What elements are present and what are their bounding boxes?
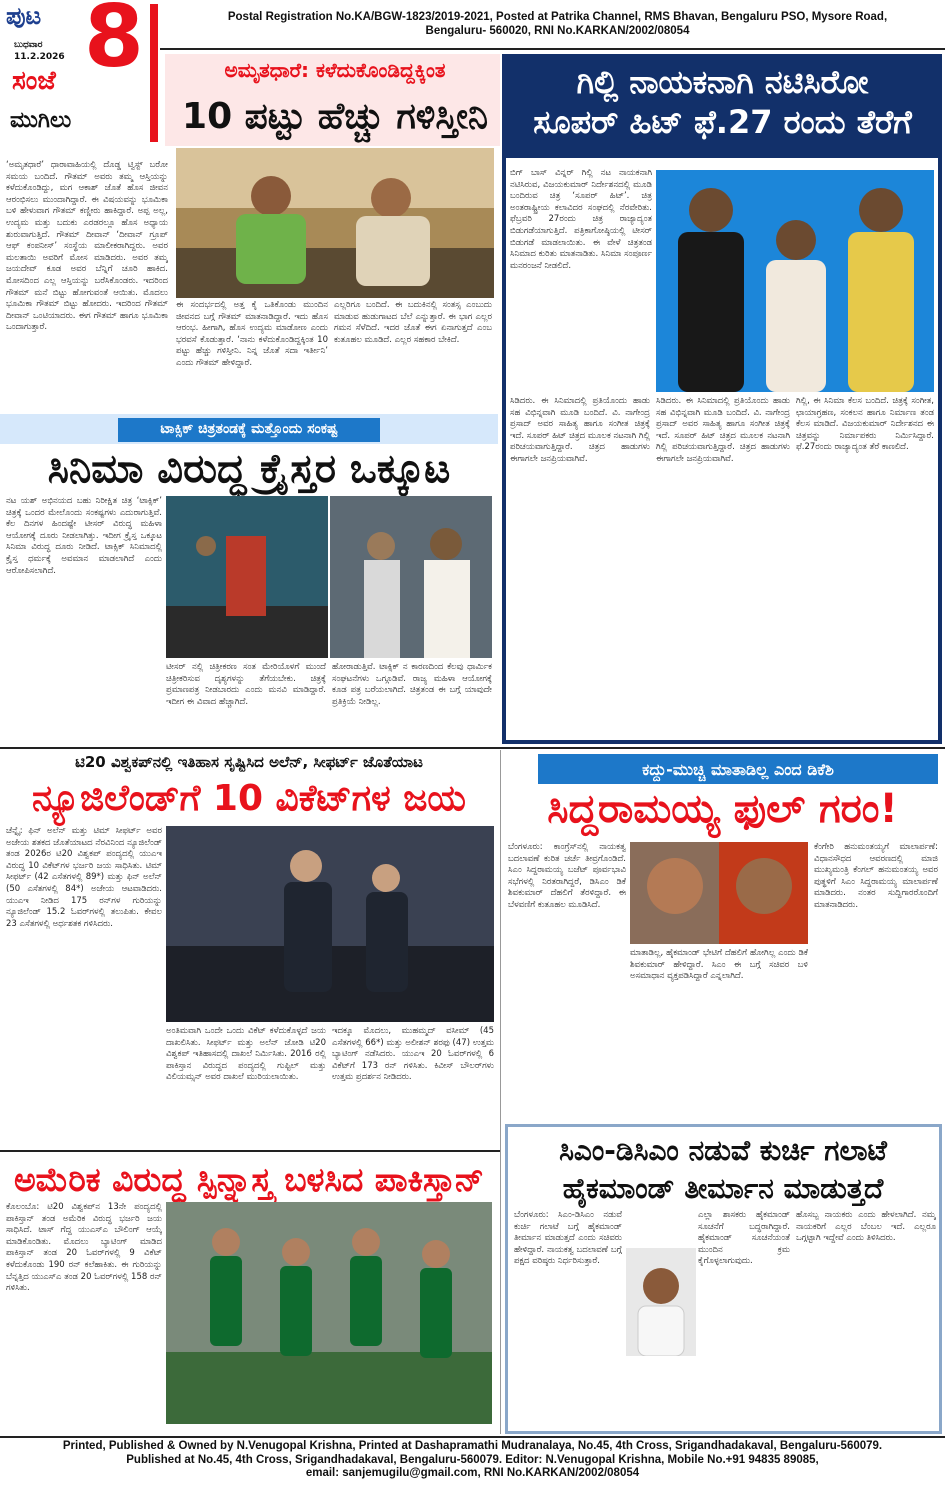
pak-photo-art xyxy=(166,1202,492,1424)
gilli-col-1: ಬಿಗ್ ಬಾಸ್ ವಿನ್ನರ್ ಗಿಲ್ಲಿ ನಟ ನಾಯಕನಾಗಿ ನಟಿಸಿರುವ, ವಿಜಯಕುಮಾರ್ ನಿರ್ದೇಶನದಲ್ಲಿ ಮೂಡಿ ಬಂದಿರುವ ಚಿತ್ರ ‘ಸೂಪರ್ ಹಿಟ್’. ಚಿತ್ರ ಅಂತರಾಷ್ಟ್ರೀಯ ಕಲಾವಿದರ ಸಂಘದಲ್ಲಿ ನೆರವೇರಿತು. ಫೆಬ್ರವರಿ 27ರಂದು ಚಿತ್ರ ರಾಜ್ಯಾದ್ಯಂತ ಬಿಡುಗಡೆಯಾಗುತ್ತಿದೆ. ಪತ್ರಿಕಾಗೋಷ್ಠಿಯಲ್ಲಿ ಟೀಸರ್ ಬಿಡುಗಡೆ ಮಾಡಲಾಯಿತು. ಈ ವೇಳೆ ಚಿತ್ರತಂಡ ಸಿನಿಮಾದ ಕುರಿತು ಮಾತನಾಡಿತು. ಸಿನಿಮಾ ಸಂಪೂರ್ಣ ಮನರಂಜನೆ ನೀಡಲಿದೆ. xyxy=(510,168,652,271)
pak-headline: ಅಮೆರಿಕ ವಿರುದ್ಧ ಸ್ಪಿನ್ನಾಸ್ತ್ರ ಬಳಸಿದ ಪಾಕಿಸ್ತಾನ್ xyxy=(13,1160,485,1199)
sid-col-3: ಕೆಂಗೇರಿ ಹನುಮಂತಯ್ಯಗೆ ಮಾಲಾರ್ಪಣೆ: ವಿಧಾನಸೌಧದ ಆವರಣದಲ್ಲಿ ಮಾಜಿ ಮುಖ್ಯಮಂತ್ರಿ ಕೆಂಗಲ್ ಹನುಮಂತಯ್ಯ ಅವರ ಪುತ್ಥಳಿಗೆ ಸಿಎಂ ಸಿದ್ದರಾಮಯ್ಯ ಮಾಲಾರ್ಪಣೆ ಮಾಡಿದರು. ನಂತರ ಸುದ್ದಿಗಾರರೊಂದಿಗೆ ಮಾತನಾಡಿದರು. xyxy=(814,842,938,910)
postal-line-1: Postal Registration No.KA/BGW-1823/2019-2021, Posted at Patrika Channel, RMS Bhavan, Bengaluru PSO, Mysore Road, xyxy=(227,11,888,23)
nz-col-2: ಅಂತಿಮವಾಗಿ ಒಂದೇ ಒಂದು ವಿಕೆಟ್ ಕಳೆದುಕೊಳ್ಳದೆ ಜಯ ದಾಖಲಿಸಿತು. ಸೀಫರ್ಟ್ ಮತ್ತು ಅಲೆನ್ ಜೋಡಿ ಟಿ20 ವಿಶ್ವಕಪ್ ಇತಿಹಾಸದಲ್ಲಿ ದಾಖಲೆ ನಿರ್ಮಿಸಿತು. 2016 ರಲ್ಲಿ ಪಾಕಿಸ್ತಾನ ವಿರುದ್ಧದ ಪಂದ್ಯದಲ್ಲಿ ಗುಪ್ಟಿಲ್ ಮತ್ತು ವಿಲಿಯಮ್ಸನ್ ಅವರ ದಾಖಲೆ ಮುರಿಯಲಾಯಿತು. xyxy=(166,1026,326,1083)
amrutha-col-2: ಈ ಸಂದರ್ಭದಲ್ಲಿ ಅತ್ತ ಕೈ ಒತಿಕೊಂಡು ಮುಂದಿನ ಜೀವನದ ಬಗ್ಗೆ ಗೌತಮ್ ಮಾತನಾಡಿದ್ದಾರೆ. ಇದು ಹೊಸ ಆರಂಭ. ಹೀಗಾಗಿ, ಹೊಸ ಉದ್ಯಮ ಮಾಡೋಣ ಎಂದು ಭರವಸೆ ಕೊಡುತ್ತಾರೆ. ‘ನಾನು ಕಳೆದುಕೊಂಡಿದ್ದಕ್ಕಿಂತ 10 ಪಟ್ಟು ಹೆಚ್ಚು ಗಳಿಸ್ತೀನಿ. ನಿನ್ನ ಜೊತೆ ಸದಾ ಇರ್ತೀನಿ’ ಎಂದು ಗೌತಮ್ ಹೇಳಿದ್ದಾರೆ. xyxy=(176,300,328,368)
imprint-footer xyxy=(0,1440,945,1481)
nz-headline: ನ್ಯೂಜಿಲೆಂಡ್‌ಗೆ 10 ವಿಕೆಟ್‌ಗಳ ಜಯ xyxy=(32,778,466,819)
column-divider xyxy=(500,750,501,1434)
section-rule xyxy=(0,747,945,749)
toxic-col-2: ಟೀಸರ್ ನಲ್ಲಿ ಚಿತ್ರೀಕರಣ ಸಂತ ಮೇರಿಯೊಳಗೆ ಮುಂದೆ ಚಿತ್ರೀಕರಿಸುವ ದೃಶ್ಯಗಳನ್ನು ತೆಗೆಯಬೇಕು. ಚಿತ್ರಕ್ಕೆ ಪ್ರಮಾಣಪತ್ರ ನೀಡಬಾರದು ಎಂದು ಮನವಿ ಮಾಡಿದ್ದಾರೆ. ಇದೀಗ ಈ ವಿವಾದ ಹೆಚ್ಚಾಗಿದೆ. xyxy=(166,662,326,707)
nz-photo-art xyxy=(166,826,494,1022)
kurchi-col-3: ಹೊಸಬ್ಬ ನಾಯಕರು ಎಂದು ಹೇಳಲಾಗಿದೆ. ನಮ್ಮ ನಾಯಕರಿಗೆ ಎಲ್ಲರ ಬೆಂಬಲ ಇದೆ. ಎಲ್ಲರೂ ಒಗ್ಗಟ್ಟಾಗಿ ಇದ್ದೇವೆ ಎಂದು ತಿಳಿಸಿದರು. xyxy=(796,1210,936,1244)
gilli-photo xyxy=(656,170,934,392)
issue-date: 11.2.2026 xyxy=(14,52,65,62)
issue-day: ಬುಧವಾರ xyxy=(14,40,43,50)
sid-photo xyxy=(630,842,808,944)
sid-col-1: ಬೆಂಗಳೂರು: ಕಾಂಗ್ರೆಸ್‌ನಲ್ಲಿ ನಾಯಕತ್ವ ಬದಲಾವಣೆ ಕುರಿತ ಚರ್ಚೆ ತೀವ್ರಗೊಂಡಿದೆ. ಸಿಎಂ ಸಿದ್ದರಾಮಯ್ಯ ಬಜೆಟ್ ಪೂರ್ವಭಾವಿ ಸಭೆಗಳಲ್ಲಿ ನಿರತರಾಗಿದ್ದರೆ, ಡಿಸಿಎಂ ಡಿಕೆ ಶಿವಕುಮಾರ್ ದೆಹಲಿಗೆ ತೆರಳಿದ್ದಾರೆ. ಈ ಬೆಳವಣಿಗೆ ಕುತೂಹಲ ಮೂಡಿಸಿದೆ. xyxy=(508,842,626,910)
toxic-col-3: ಹೋರಾಡುತ್ತಿವೆ. ಟಾಕ್ಸಿಕ್ ನ ಕಾರಣದಿಂದ ಕೆಲವು ಧಾರ್ಮಿಕ ಸಂಘಟನೆಗಳು ಒಗ್ಗೂಡಿವೆ. ರಾಜ್ಯ ಮಹಿಳಾ ಆಯೋಗಕ್ಕೆ ಕೂಡ ಪತ್ರ ಬರೆಯಲಾಗಿದೆ. ಚಿತ್ರತಂಡ ಈ ಬಗ್ಗೆ ಯಾವುದೇ ಪ್ರತಿಕ್ರಿಯೆ ನೀಡಿಲ್ಲ. xyxy=(332,662,492,707)
footer-line-1: Printed, Published & Owned by N.Venugopal Krishna, Printed at Dashapramathi Mudranalaya, No.45, 4th Cross, Srigandhadakaval, Bengaluru-560079. xyxy=(62,1440,883,1452)
gilli-photo-art xyxy=(656,170,934,392)
page-number: 8 xyxy=(84,0,144,87)
postal-line-2: Bengaluru- 560020, RNI No.KARKAN/2002/08054 xyxy=(425,25,690,37)
kurchi-photo-art xyxy=(626,1248,696,1356)
sid-headline: ಸಿದ್ದರಾಮಯ್ಯ ಫುಲ್ ಗರಂ! xyxy=(547,786,898,832)
nz-kicker: ಟಿ20 ವಿಶ್ವಕಪ್‌ನಲ್ಲಿ ಇತಿಹಾಸ ಸೃಷ್ಟಿಸಿದ ಅಲೆನ್, ಸೀಫರ್ಟ್ ಜೊತೆಯಾಟ xyxy=(75,753,423,771)
footer-rule xyxy=(0,1436,945,1438)
kurchi-col-1: ಬೆಂಗಳೂರು: ಸಿಎಂ-ಡಿಸಿಎಂ ನಡುವೆ ಕುರ್ಚಿ ಗಲಾಟೆ ಬಗ್ಗೆ ಹೈಕಮಾಂಡ್ ತೀರ್ಮಾನ ಮಾಡುತ್ತದೆ ಎಂದು ಸಚಿವರು ಹೇಳಿದ್ದಾರೆ. ನಾಯಕತ್ವ ಬದಲಾವಣೆ ಬಗ್ಗೆ ಪಕ್ಷದ ವರಿಷ್ಠರು ನಿರ್ಧರಿಸುತ್ತಾರೆ. xyxy=(514,1210,622,1267)
nz-col-3: ಇದಕ್ಕೂ ಮೊದಲು, ಮುಹಮ್ಮದ್ ವಸೀಮ್ (45 ಎಸೆತಗಳಲ್ಲಿ 66*) ಮತ್ತು ಅಲೀಶನ್ ಶರಫು (47) ಉತ್ತಮ ಬ್ಯಾಟಿಂಗ್ ನಡೆಸಿದರು. ಯುಎಇ 20 ಓವರ್‌ಗಳಲ್ಲಿ 6 ವಿಕೆಟ್‌ಗೆ 173 ರನ್ ಗಳಿಸಿತು. ಕಿವೀಸ್ ಬೌಲರ್‌ಗಳು ಉತ್ತಮ ಪ್ರದರ್ಶನ ನೀಡಿದರು. xyxy=(332,1026,494,1083)
postal-registration xyxy=(185,10,930,38)
paper-name-part-1: ಸಂಜೆ xyxy=(12,66,56,96)
amrutha-col-1: ‘ಅಮೃತಧಾರೆ’ ಧಾರಾವಾಹಿಯಲ್ಲಿ ದೊಡ್ಡ ಟ್ವಿಸ್ಟ್ ಬರೋ ಸಮಯ ಬಂದಿದೆ. ಗೌತಮ್ ಅವರು ತಮ್ಮ ಆಸ್ತಿಯನ್ನು ಕಳೆದುಕೊಂಡಿದ್ದು, ಮಗ ಆಕಾಶ್ ಜೊತೆ ಹೊಸ ಜೀವನ ಆರಂಭಿಸಲು ಮುಂದಾಗಿದ್ದಾರೆ. ಈ ವಿಷಯವನ್ನು ಭೂಮಿಕಾ ಬಳಿ ಹೇಳುವಾಗ ಗೌತಮ್ ಕಣ್ಣೀರು ಹಾಕಿದ್ದಾರೆ. ಅಪ್ಪ ಅಲ್ಲ, ಉದ್ಯಮ ಮತ್ತು ಬದುಕು ಎರಡರಲ್ಲೂ ಹೊಸ ಅಧ್ಯಾಯ ಶುರುವಾಗುತ್ತಿದೆ. ಗೌತಮ್ ದೀವಾನ್ ‘ದೀವಾನ್ ಗ್ರೂಪ್ ಆಫ್ ಕಂಪನೀಸ್’ ಸಂಸ್ಥೆಯ ಮಾಲೀಕರಾಗಿದ್ದರು. ಅವರ ಮಲತಾಯಿ ಅವರಿಗೆ ಮೋಸ ಮಾಡಿದರು. ಅವರ ತಮ್ಮ ಜಯದೇವ್ ಕೂಡ ಅವರ ಬೆನ್ನಿಗೆ ಚೂರಿ ಹಾಕಿದ. ಮೋಸದಿಂದ ಎಲ್ಲ ಆಸ್ತಿಯನ್ನು ಬರೆಸಿಕೊಂಡರು. ಇದರಿಂದ ಗೌತಮ್ ಮನೆ ಬಿಟ್ಟು ಹೋಗುವಂತೆ ಆಯಿತು. ಮೊದಲು ಭೂಮಿಕಾ ಗೌತಮ್ ಬಿಟ್ಟು ಹೋದರು. ಇದರಿಂದ ಗೌತಮ್ ದೀವಾನ್ ಒಂಟಿಯಾದರು. ಈಗ ಗೌತಮ್ ಹಾಗೂ ಭೂಮಿಕಾ ಒಂದಾಗುತ್ತಾರೆ. xyxy=(6,160,168,333)
gilli-headline-line-1: ಗಿಲ್ಲಿ ನಾಯಕನಾಗಿ ನಟಿಸಿರೋ xyxy=(576,63,869,101)
kurchi-headline-line-2: ಹೈಕಮಾಂಡ್ ತೀರ್ಮಾನ ಮಾಡುತ್ತದೆ xyxy=(562,1172,884,1205)
footer-line-3: email: sanjemugilu@gmail.com, RNI No.KARKAN/2002/08054 xyxy=(305,1467,640,1479)
gilli-col-3: ಗಿಲ್ಲಿ, ಈ ಸಿನಿಮಾ ಕೆಲಸ ಬಂದಿದೆ. ಚಿತ್ರಕ್ಕೆ ಸಂಗೀತ, ಛಾಯಾಗ್ರಹಣ, ಸಂಕಲನ ಹಾಗೂ ನಿರ್ಮಾಣ ತಂಡ ಕೆಲಸ ಮಾಡಿದೆ. ವಿಜಯಕುಮಾರ್ ನಿರ್ದೇಶನದ ಈ ಚಿತ್ರವನ್ನು ನಿರ್ಮಾಪಕರು ನಿರ್ಮಿಸಿದ್ದಾರೆ. ಫೆ.27ರಂದು ರಾಜ್ಯಾದ್ಯಂತ ತೆರೆ ಕಾಣಲಿದೆ. xyxy=(796,396,934,453)
pak-rule xyxy=(0,1150,500,1152)
sid-col-2: ಮಾತಾಡಿಲ್ಲ, ಹೈಕಮಾಂಡ್ ಭೇಟಿಗೆ ದೆಹಲಿಗೆ ಹೋಗಿಲ್ಲ ಎಂದು ಡಿಕೆ ಶಿವಕುಮಾರ್ ಹೇಳಿದ್ದಾರೆ. ಸಿಎಂ ಈ ಬಗ್ಗೆ ಸಚಿವರ ಬಳಿ ಅಸಮಾಧಾನ ವ್ಯಕ್ತಪಡಿಸಿದ್ದಾರೆ ಎನ್ನಲಾಗಿದೆ. xyxy=(630,948,808,982)
masthead-red-bar xyxy=(150,4,158,142)
gilli-headline-line-2: ಸೂಪರ್ ಹಿಟ್ ಫೆ.27 ರಂದು ತೆರೆಗೆ xyxy=(533,103,912,141)
page-label: ಪುಟ xyxy=(6,2,42,30)
kurchi-headline-line-1: ಸಿಎಂ-ಡಿಸಿಎಂ ನಡುವೆ ಕುರ್ಚಿ ಗಲಾಟೆ xyxy=(559,1134,887,1167)
nz-photo xyxy=(166,826,494,1022)
nz-col-1: ಚೆನ್ನೈ: ಫಿನ್ ಅಲೆನ್ ಮತ್ತು ಟಿಮ್ ಸೀಫರ್ಟ್ ಅವರ ಅಜೇಯ ಶತಕದ ಜೊತೆಯಾಟದ ನೆರವಿನಿಂದ ನ್ಯೂಜಿಲೆಂಡ್ ತಂಡ 2026ರ ಟಿ20 ವಿಶ್ವಕಪ್ ಪಂದ್ಯದಲ್ಲಿ ಯುಎಇ ವಿರುದ್ಧ 10 ವಿಕೆಟ್‌ಗಳ ಭರ್ಜರಿ ಜಯ ಸಾಧಿಸಿತು. ಟಿಮ್ ಸೀಫರ್ಟ್ (42 ಎಸೆತಗಳಲ್ಲಿ 89*) ಮತ್ತು ಫಿನ್ ಅಲೆನ್ (50 ಎಸೆತಗಳಲ್ಲಿ 84*) ಅಜೇಯ ಆಟವಾಡಿದರು. ಯುಎಇ ನೀಡಿದ 175 ರನ್‌ಗಳ ಗುರಿಯನ್ನು ನ್ಯೂಜಿಲೆಂಡ್ 15.2 ಓವರ್‌ಗಳಲ್ಲಿ ತಲುಪಿತು. ಕೇವಲ 23 ಎಸೆತಗಳಲ್ಲಿ ಅರ್ಧಶತಕ ಗಳಿಸಿದರು. xyxy=(6,826,162,929)
sid-photo-art xyxy=(630,842,808,944)
gilli-col-2b: ಸಿಡಿದರು. ಈ ಸಿನಿಮಾದಲ್ಲಿ ಪ್ರತಿಯೊಂದು ಹಾಡು ಸಹ ವಿಭಿನ್ನವಾಗಿ ಮೂಡಿ ಬಂದಿದೆ. ವಿ. ನಾಗೇಂದ್ರ ಪ್ರಸಾದ್ ಅವರ ಸಾಹಿತ್ಯ ಹಾಗೂ ಸಂಗೀತ ಚಿತ್ರಕ್ಕೆ ಇದೆ. ಸೂಪರ್ ಹಿಟ್ ಚಿತ್ರದ ಮೂಲಕ ನಟನಾಗಿ ಗಿಲ್ಲಿ ಪರಿಚಯವಾಗುತ್ತಿದ್ದಾರೆ. ಚಿತ್ರದ ಹಾಡುಗಳು ಈಗಾಗಲೇ ಜನಪ್ರಿಯವಾಗಿವೆ. xyxy=(656,396,790,464)
kurchi-headline xyxy=(508,1132,938,1208)
gilli-headline xyxy=(510,62,935,142)
footer-line-2: Published at No.45, 4th Cross, Srigandhadakaval, Bengaluru-560079. Editor: N.Venugopal Krishna, Mobile No.+91 94835 89085, xyxy=(126,1453,819,1466)
paper-name-part-2: ಮುಗಿಲು xyxy=(10,108,72,133)
kurchi-photo xyxy=(626,1248,696,1356)
toxic-col-1: ನಟ ಯಶ್ ಅಭಿನಯದ ಬಹು ನಿರೀಕ್ಷಿತ ಚಿತ್ರ ‘ಟಾಕ್ಸಿಕ್’ ಚಿತ್ರಕ್ಕೆ ಒಂದರ ಮೇಲೊಂದು ಸಂಕಷ್ಟಗಳು ಎದುರಾಗುತ್ತಿವೆ. ಕೆಲ ದಿನಗಳ ಹಿಂದಷ್ಟೇ ಟೀಸರ್ ವಿರುದ್ಧ ಮಹಿಳಾ ಆಯೋಗಕ್ಕೆ ದೂರು ನೀಡಲಾಗಿತ್ತು. ಇದೀಗ ಕ್ರೈಸ್ತ ಒಕ್ಕೂಟ ಸಿನಿಮಾ ವಿರುದ್ಧ ದೂರು ನೀಡಿದೆ. ಟಾಕ್ಸಿಕ್ ಸಿನಿಮಾದಲ್ಲಿ ಕ್ರೈಸ್ತ ಧರ್ಮಕ್ಕೆ ಅವಮಾನ ಮಾಡಲಾಗಿದೆ ಎಂದು ಆರೋಪಿಸಲಾಗಿದೆ. xyxy=(6,496,162,576)
kurchi-col-2: ಎಲ್ಲಾ ಶಾಸಕರು ಹೈಕಮಾಂಡ್ ಸೂಚನೆಗೆ ಬದ್ಧರಾಗಿದ್ದಾರೆ. ಹೈಕಮಾಂಡ್ ಸೂಚನೆಯಂತೆ ಮುಂದಿನ ಕ್ರಮ ಕೈಗೊಳ್ಳಲಾಗುವುದು. xyxy=(698,1210,790,1267)
toxic-photo xyxy=(166,496,492,658)
pak-col-1: ಕೊಲಂಬೊ: ಟಿ20 ವಿಶ್ವಕಪ್‌ನ 13ನೇ ಪಂದ್ಯದಲ್ಲಿ ಪಾಕಿಸ್ತಾನ್ ತಂಡ ಅಮೆರಿಕ ವಿರುದ್ಧ ಭರ್ಜರಿ ಜಯ ಸಾಧಿಸಿದೆ. ಟಾಸ್ ಗೆದ್ದ ಯುಎಸ್ಎ ಬೌಲಿಂಗ್ ಆಯ್ಕೆ ಮಾಡಿಕೊಂಡಿತು. ಮೊದಲು ಬ್ಯಾಟಿಂಗ್ ಮಾಡಿದ ಪಾಕಿಸ್ತಾನ್ ತಂಡ 20 ಓವರ್‌ಗಳಲ್ಲಿ 9 ವಿಕೆಟ್ ಕಳೆದುಕೊಂಡು 190 ರನ್ ಕಲೆಹಾಕಿತು. ಈ ಗುರಿಯನ್ನು ಬೆನ್ನತ್ತಿದ ಯುಎಸ್ಎ ತಂಡ 20 ಓವರ್‌ಗಳಲ್ಲಿ 158 ರನ್ ಗಳಿಸಿತು. xyxy=(6,1202,162,1294)
amrutha-headline: 10 ಪಟ್ಟು ಹೆಚ್ಚು ಗಳಿಸ್ತೀನಿ xyxy=(182,96,488,137)
amrutha-photo-art xyxy=(176,148,494,298)
sid-kicker: ಕದ್ದು-ಮುಚ್ಚಿ ಮಾತಾಡಿಲ್ಲ ಎಂದ ಡಿಕೆಶಿ xyxy=(642,760,834,779)
amrutha-photo xyxy=(176,148,494,298)
toxic-photo-art xyxy=(166,496,492,658)
toxic-headline: ಸಿನಿಮಾ ವಿರುದ್ಧ ಕ್ರೈಸ್ತರ ಒಕ್ಕೂಟ xyxy=(47,446,451,492)
amrutha-kicker: ಅಮೃತಧಾರೆ: ಕಳೆದುಕೊಂಡಿದ್ದಕ್ಕಿಂತ xyxy=(224,58,446,82)
gilli-col-2: ಸಿಡಿದರು. ಈ ಸಿನಿಮಾದಲ್ಲಿ ಪ್ರತಿಯೊಂದು ಹಾಡು ಸಹ ವಿಭಿನ್ನವಾಗಿ ಮೂಡಿ ಬಂದಿದೆ. ವಿ. ನಾಗೇಂದ್ರ ಪ್ರಸಾದ್ ಅವರ ಸಾಹಿತ್ಯ ಹಾಗೂ ಸಂಗೀತ ಚಿತ್ರಕ್ಕೆ ಇದೆ. ಸೂಪರ್ ಹಿಟ್ ಚಿತ್ರದ ಮೂಲಕ ನಟನಾಗಿ ಗಿಲ್ಲಿ ಪರಿಚಯವಾಗುತ್ತಿದ್ದಾರೆ. ಚಿತ್ರದ ಹಾಡುಗಳು ಈಗಾಗಲೇ ಜನಪ್ರಿಯವಾಗಿವೆ. xyxy=(510,396,650,464)
amrutha-col-3: ಎಲ್ಲರಿಗೂ ಬಂದಿದೆ. ಈ ಬದುಕಿನಲ್ಲಿ ಸಂತಸ್ಸ ಎಂಬುದು ಮಾಡುವ ಹುಡುಗಾಟದ ಬೆಲೆ ಎನ್ನುತ್ತಾರೆ. ಈ ಭಾಗ ಎಲ್ಲರ ಗಮನ ಸೆಳೆದಿದೆ. ಇದರ ಜೊತೆ ಈಗ ಏನಾಗುತ್ತದೆ ಎಂಬ ಕುತೂಹಲ ಮೂಡಿದೆ. ಎಲ್ಲರ ಸಹಕಾರ ಬೇಕಿದೆ. xyxy=(334,300,492,345)
masthead-rule xyxy=(160,48,945,50)
pak-photo xyxy=(166,1202,492,1424)
toxic-kicker: ಟಾಕ್ಸಿಕ್ ಚಿತ್ರತಂಡಕ್ಕೆ ಮತ್ತೊಂದು ಸಂಕಷ್ಟ xyxy=(160,421,338,437)
